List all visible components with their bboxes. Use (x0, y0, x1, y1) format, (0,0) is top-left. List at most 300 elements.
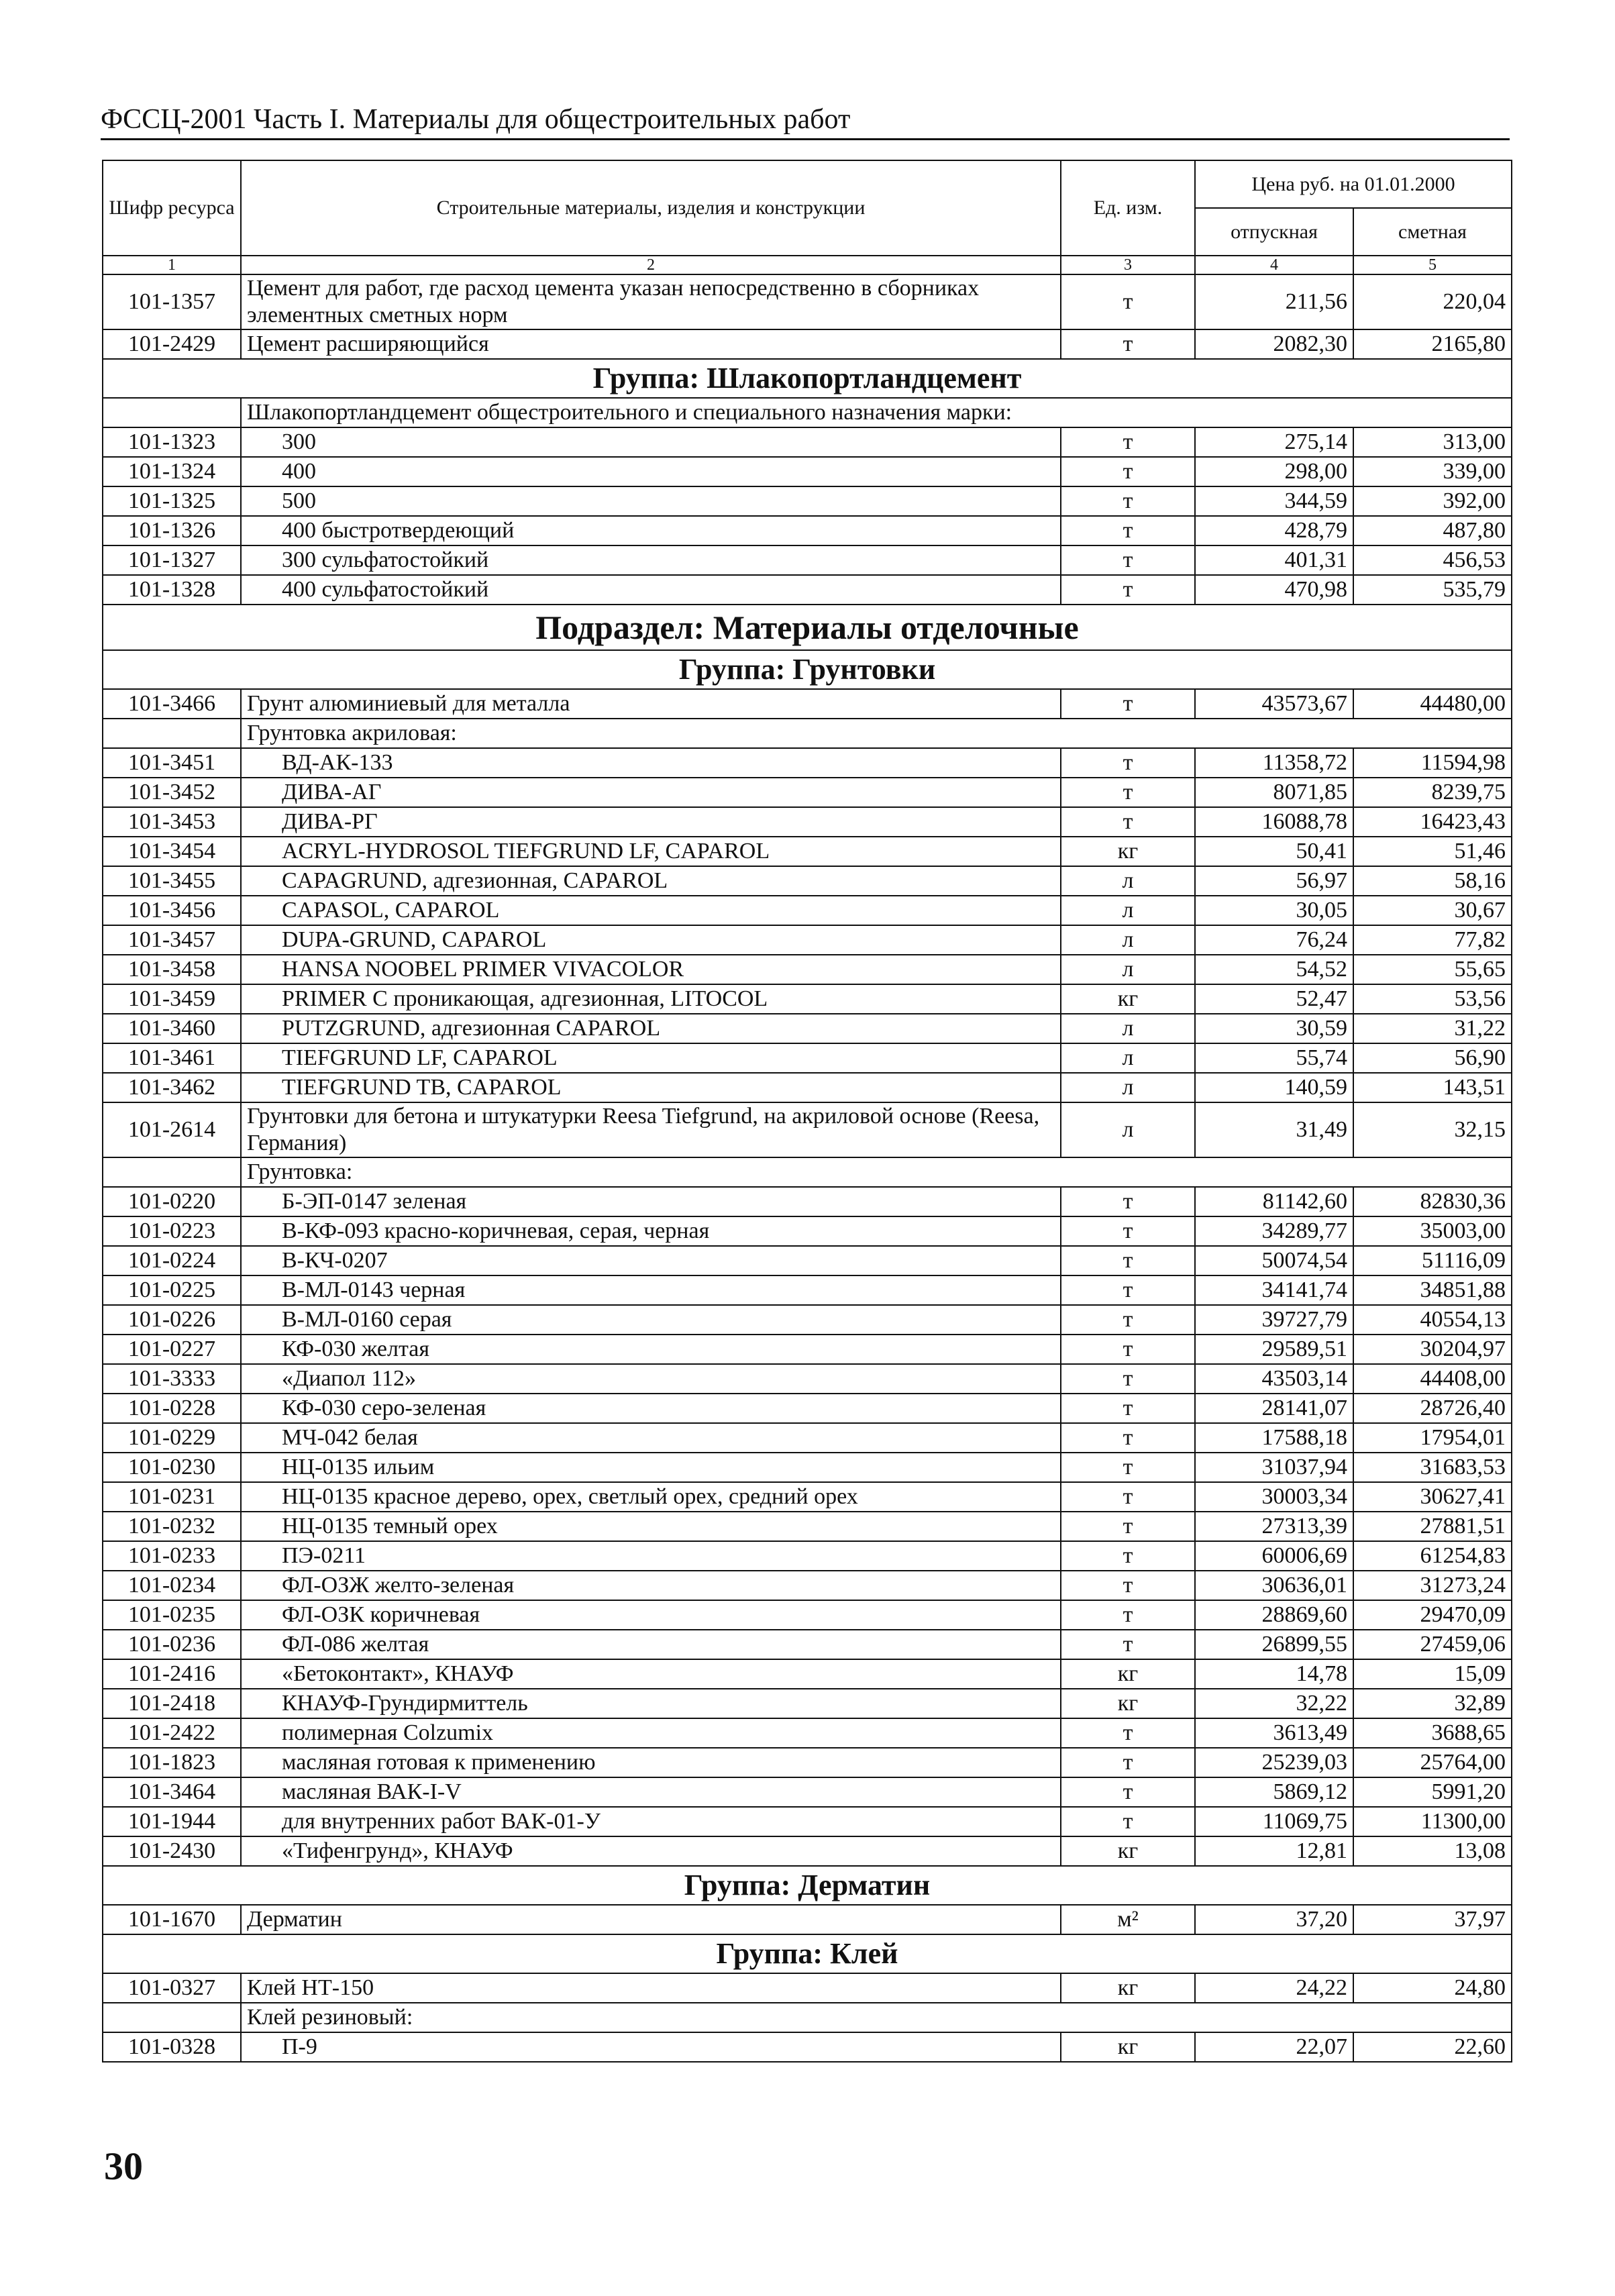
table-row (103, 1014, 1512, 1043)
estimate-price: 44408,00 (1353, 1364, 1512, 1394)
col-number: 3 (1061, 256, 1195, 274)
resource-code: 101-1328 (103, 575, 241, 605)
table-row (103, 329, 1512, 359)
table-row (103, 837, 1512, 866)
material-name: «Бетоконтакт», КНАУФ (241, 1659, 1061, 1689)
unit: т (1061, 486, 1195, 516)
group-title: Группа: Шлакопортландцемент (103, 359, 1512, 398)
resource-code: 101-3455 (103, 866, 241, 896)
col-number: 2 (241, 256, 1061, 274)
release-price: 16088,78 (1195, 807, 1353, 837)
material-name: «Диапол 112» (241, 1364, 1061, 1394)
resource-code: 101-3459 (103, 984, 241, 1014)
resource-code: 101-0235 (103, 1600, 241, 1630)
table-row (103, 1905, 1512, 1934)
material-name: В-МЛ-0143 черная (241, 1275, 1061, 1305)
table-row (103, 1187, 1512, 1216)
unit: т (1061, 1541, 1195, 1571)
release-price: 30003,34 (1195, 1482, 1353, 1512)
table-row (103, 984, 1512, 1014)
unit: т (1061, 1394, 1195, 1423)
release-price: 2082,30 (1195, 329, 1353, 359)
unit: т (1061, 1453, 1195, 1482)
release-price: 24,22 (1195, 1973, 1353, 2003)
unit: т (1061, 807, 1195, 837)
unit: кг (1061, 2032, 1195, 2062)
resource-code: 101-0220 (103, 1187, 241, 1216)
estimate-price: 32,89 (1353, 1689, 1512, 1718)
unit: т (1061, 1600, 1195, 1630)
unit: т (1061, 1305, 1195, 1335)
resource-code: 101-0223 (103, 1216, 241, 1246)
col-header-unit: Ед. изм. (1061, 160, 1195, 256)
estimate-price: 44480,00 (1353, 689, 1512, 719)
release-price: 12,81 (1195, 1836, 1353, 1866)
estimate-price: 31683,53 (1353, 1453, 1512, 1482)
resource-code: 101-3452 (103, 778, 241, 807)
estimate-price: 35003,00 (1353, 1216, 1512, 1246)
estimate-price: 77,82 (1353, 925, 1512, 955)
release-price: 401,31 (1195, 545, 1353, 575)
subheading-text: Грунтовка акриловая: (241, 719, 1512, 748)
release-price: 28869,60 (1195, 1600, 1353, 1630)
group-heading (103, 1866, 1512, 1905)
release-price: 28141,07 (1195, 1394, 1353, 1423)
material-name: В-МЛ-0160 серая (241, 1305, 1061, 1335)
estimate-price: 29470,09 (1353, 1600, 1512, 1630)
unit: л (1061, 955, 1195, 984)
resource-code: 101-2614 (103, 1102, 241, 1157)
unit: кг (1061, 1836, 1195, 1866)
material-name: Цемент для работ, где расход цемента указан непосредственно в сборниках элементных сметных норм (241, 274, 1061, 329)
release-price: 50,41 (1195, 837, 1353, 866)
estimate-price: 82830,36 (1353, 1187, 1512, 1216)
unit: м² (1061, 1905, 1195, 1934)
subheading-row (103, 1157, 1512, 1187)
estimate-price: 456,53 (1353, 545, 1512, 575)
unit: т (1061, 1512, 1195, 1541)
release-price: 55,74 (1195, 1043, 1353, 1073)
resource-code: 101-0230 (103, 1453, 241, 1482)
unit: т (1061, 1335, 1195, 1364)
unit: т (1061, 1216, 1195, 1246)
material-name: МЧ-042 белая (241, 1423, 1061, 1453)
resource-code: 101-2416 (103, 1659, 241, 1689)
resource-code: 101-3464 (103, 1777, 241, 1807)
unit: т (1061, 1275, 1195, 1305)
estimate-price: 17954,01 (1353, 1423, 1512, 1453)
release-price: 428,79 (1195, 516, 1353, 545)
material-name: ФЛ-ОЗЖ желто-зеленая (241, 1571, 1061, 1600)
table-row (103, 1423, 1512, 1453)
resource-code: 101-3456 (103, 896, 241, 925)
estimate-price: 15,09 (1353, 1659, 1512, 1689)
resource-code: 101-1327 (103, 545, 241, 575)
release-price: 17588,18 (1195, 1423, 1353, 1453)
section-title: Подраздел: Материалы отделочные (103, 605, 1512, 650)
release-price: 3613,49 (1195, 1718, 1353, 1748)
material-name: масляная ВАК-I-V (241, 1777, 1061, 1807)
unit: т (1061, 575, 1195, 605)
table-row (103, 1836, 1512, 1866)
estimate-price: 30204,97 (1353, 1335, 1512, 1364)
material-name: полимерная Colzumix (241, 1718, 1061, 1748)
material-name: PRIMER C проникающая, адгезионная, LITOCOL (241, 984, 1061, 1014)
table-row (103, 689, 1512, 719)
table-row (103, 274, 1512, 329)
estimate-price: 3688,65 (1353, 1718, 1512, 1748)
release-price: 34289,77 (1195, 1216, 1353, 1246)
unit: т (1061, 457, 1195, 486)
material-name: В-КФ-093 красно-коричневая, серая, черная (241, 1216, 1061, 1246)
table-row (103, 427, 1512, 457)
group-title: Группа: Грунтовки (103, 650, 1512, 689)
subheading-text: Грунтовка: (241, 1157, 1512, 1187)
release-price: 56,97 (1195, 866, 1353, 896)
material-name: НЦ-0135 темный орех (241, 1512, 1061, 1541)
estimate-price: 2165,80 (1353, 329, 1512, 359)
release-price: 470,98 (1195, 575, 1353, 605)
release-price: 5869,12 (1195, 1777, 1353, 1807)
resource-code: 101-0328 (103, 2032, 241, 2062)
material-name: PUTZGRUND, адгезионная CAPAROL (241, 1014, 1061, 1043)
estimate-price: 11594,98 (1353, 748, 1512, 778)
release-price: 30636,01 (1195, 1571, 1353, 1600)
release-price: 344,59 (1195, 486, 1353, 516)
material-name: 400 быстротвердеющий (241, 516, 1061, 545)
group-heading (103, 650, 1512, 689)
empty-code-cell (103, 2003, 241, 2032)
table-row (103, 575, 1512, 605)
unit: кг (1061, 837, 1195, 866)
material-name: «Тифенгрунд», КНАУФ (241, 1836, 1061, 1866)
material-name: TIEFGRUND LF, CAPAROL (241, 1043, 1061, 1073)
release-price: 11069,75 (1195, 1807, 1353, 1836)
material-name: DUPA-GRUND, CAPAROL (241, 925, 1061, 955)
table-row (103, 1305, 1512, 1335)
resource-code: 101-0228 (103, 1394, 241, 1423)
estimate-price: 339,00 (1353, 457, 1512, 486)
resource-code: 101-0227 (103, 1335, 241, 1364)
table-row (103, 1364, 1512, 1394)
release-price: 76,24 (1195, 925, 1353, 955)
unit: т (1061, 1482, 1195, 1512)
group-title: Группа: Клей (103, 1934, 1512, 1973)
material-name: ДИВА-РГ (241, 807, 1061, 837)
table-row (103, 778, 1512, 807)
unit: кг (1061, 1689, 1195, 1718)
material-name: масляная готовая к применению (241, 1748, 1061, 1777)
unit: л (1061, 1102, 1195, 1157)
release-price: 52,47 (1195, 984, 1353, 1014)
estimate-price: 51,46 (1353, 837, 1512, 866)
resource-code: 101-1326 (103, 516, 241, 545)
material-name: КФ-030 желтая (241, 1335, 1061, 1364)
material-name: Цемент расширяющийся (241, 329, 1061, 359)
material-name: CAPASOL, CAPAROL (241, 896, 1061, 925)
column-numbers-row (103, 256, 1512, 274)
unit: т (1061, 1187, 1195, 1216)
release-price: 81142,60 (1195, 1187, 1353, 1216)
material-name: ФЛ-086 желтая (241, 1630, 1061, 1659)
table-row (103, 925, 1512, 955)
group-heading (103, 359, 1512, 398)
resource-code: 101-0229 (103, 1423, 241, 1453)
estimate-price: 143,51 (1353, 1073, 1512, 1102)
resource-code: 101-0233 (103, 1541, 241, 1571)
release-price: 26899,55 (1195, 1630, 1353, 1659)
subheading-row (103, 398, 1512, 427)
resource-code: 101-2418 (103, 1689, 241, 1718)
material-name: HANSA NOOBEL PRIMER VIVACOLOR (241, 955, 1061, 984)
release-price: 60006,69 (1195, 1541, 1353, 1571)
table-body (103, 274, 1512, 2062)
table-row (103, 1600, 1512, 1630)
empty-code-cell (103, 1157, 241, 1187)
release-price: 43503,14 (1195, 1364, 1353, 1394)
resource-code: 101-3453 (103, 807, 241, 837)
table-row (103, 1335, 1512, 1364)
release-price: 54,52 (1195, 955, 1353, 984)
resource-code: 101-1323 (103, 427, 241, 457)
estimate-price: 27459,06 (1353, 1630, 1512, 1659)
table-row (103, 457, 1512, 486)
estimate-price: 22,60 (1353, 2032, 1512, 2062)
release-price: 34141,74 (1195, 1275, 1353, 1305)
material-name: 500 (241, 486, 1061, 516)
unit: т (1061, 1246, 1195, 1275)
material-name: Б-ЭП-0147 зеленая (241, 1187, 1061, 1216)
release-price: 25239,03 (1195, 1748, 1353, 1777)
col-header-release: отпускная (1195, 208, 1353, 256)
col-number: 1 (103, 256, 241, 274)
section-heading (103, 605, 1512, 650)
estimate-price: 13,08 (1353, 1836, 1512, 1866)
material-name: Дерматин (241, 1905, 1061, 1934)
unit: т (1061, 427, 1195, 457)
resource-code: 101-3462 (103, 1073, 241, 1102)
resource-code: 101-0232 (103, 1512, 241, 1541)
release-price: 11358,72 (1195, 748, 1353, 778)
table-row (103, 516, 1512, 545)
estimate-price: 61254,83 (1353, 1541, 1512, 1571)
material-name: 400 сульфатостойкий (241, 575, 1061, 605)
col-header-code: Шифр ресурса (103, 160, 241, 256)
unit: л (1061, 896, 1195, 925)
material-name: НЦ-0135 красное дерево, орех, светлый орех, средний орех (241, 1482, 1061, 1512)
empty-code-cell (103, 398, 241, 427)
release-price: 211,56 (1195, 274, 1353, 329)
material-name: 300 (241, 427, 1061, 457)
table-row (103, 1102, 1512, 1157)
table-row (103, 1541, 1512, 1571)
material-name: Клей НТ-150 (241, 1973, 1061, 2003)
release-price: 31,49 (1195, 1102, 1353, 1157)
col-number: 5 (1353, 256, 1512, 274)
unit: кг (1061, 1659, 1195, 1689)
subheading-row (103, 2003, 1512, 2032)
table-row (103, 1512, 1512, 1541)
resource-code: 101-3466 (103, 689, 241, 719)
estimate-price: 27881,51 (1353, 1512, 1512, 1541)
estimate-price: 24,80 (1353, 1973, 1512, 2003)
release-price: 298,00 (1195, 457, 1353, 486)
table-row (103, 1275, 1512, 1305)
material-name: В-КЧ-0207 (241, 1246, 1061, 1275)
estimate-price: 535,79 (1353, 575, 1512, 605)
unit: т (1061, 1630, 1195, 1659)
estimate-price: 55,65 (1353, 955, 1512, 984)
material-name: КФ-030 серо-зеленая (241, 1394, 1061, 1423)
table-row (103, 1659, 1512, 1689)
unit: т (1061, 748, 1195, 778)
unit: т (1061, 1807, 1195, 1836)
material-name: 300 сульфатостойкий (241, 545, 1061, 575)
unit: кг (1061, 1973, 1195, 2003)
estimate-price: 313,00 (1353, 427, 1512, 457)
page-number: 30 (104, 2144, 143, 2188)
table-row (103, 1777, 1512, 1807)
table-row (103, 866, 1512, 896)
subheading-row (103, 719, 1512, 748)
resource-code: 101-1944 (103, 1807, 241, 1836)
resource-code: 101-1357 (103, 274, 241, 329)
estimate-price: 392,00 (1353, 486, 1512, 516)
table-row (103, 1394, 1512, 1423)
resource-code: 101-3461 (103, 1043, 241, 1073)
table-row (103, 896, 1512, 925)
table-row (103, 1718, 1512, 1748)
material-name: КНАУФ-Грундирмиттель (241, 1689, 1061, 1718)
table-row (103, 1453, 1512, 1482)
unit: л (1061, 1043, 1195, 1073)
resource-code: 101-3460 (103, 1014, 241, 1043)
unit: л (1061, 925, 1195, 955)
estimate-price: 31,22 (1353, 1014, 1512, 1043)
resource-code: 101-2430 (103, 1836, 241, 1866)
page-header: ФССЦ-2001 Часть I. Материалы для общестроительных работ (101, 101, 1510, 140)
release-price: 29589,51 (1195, 1335, 1353, 1364)
resource-code: 101-0231 (103, 1482, 241, 1512)
resource-code: 101-1324 (103, 457, 241, 486)
unit: т (1061, 1748, 1195, 1777)
estimate-price: 31273,24 (1353, 1571, 1512, 1600)
table-row (103, 748, 1512, 778)
unit: т (1061, 689, 1195, 719)
unit: т (1061, 274, 1195, 329)
resource-code: 101-0226 (103, 1305, 241, 1335)
unit: л (1061, 1073, 1195, 1102)
unit: л (1061, 1014, 1195, 1043)
release-price: 275,14 (1195, 427, 1353, 457)
table-row (103, 545, 1512, 575)
table-row (103, 1748, 1512, 1777)
release-price: 32,22 (1195, 1689, 1353, 1718)
resource-code: 101-1325 (103, 486, 241, 516)
resource-code: 101-3451 (103, 748, 241, 778)
table-row (103, 486, 1512, 516)
table-row (103, 1571, 1512, 1600)
material-name: Грунтовки для бетона и штукатурки Reesa Tiefgrund, на акриловой основе (Reesa, Германия) (241, 1102, 1061, 1157)
resource-code: 101-3333 (103, 1364, 241, 1394)
table-row (103, 2032, 1512, 2062)
material-name: ДИВА-АГ (241, 778, 1061, 807)
release-price: 37,20 (1195, 1905, 1353, 1934)
estimate-price: 220,04 (1353, 274, 1512, 329)
material-name: П-9 (241, 2032, 1061, 2062)
release-price: 39727,79 (1195, 1305, 1353, 1335)
group-heading (103, 1934, 1512, 1973)
unit: т (1061, 778, 1195, 807)
release-price: 14,78 (1195, 1659, 1353, 1689)
unit: т (1061, 516, 1195, 545)
table-row (103, 1043, 1512, 1073)
estimate-price: 30,67 (1353, 896, 1512, 925)
material-name: НЦ-0135 ильим (241, 1453, 1061, 1482)
col-number: 4 (1195, 256, 1353, 274)
material-name: CAPAGRUND, адгезионная, CAPAROL (241, 866, 1061, 896)
resource-code: 101-0327 (103, 1973, 241, 2003)
estimate-price: 32,15 (1353, 1102, 1512, 1157)
material-name: Грунт алюминиевый для металла (241, 689, 1061, 719)
estimate-price: 487,80 (1353, 516, 1512, 545)
estimate-price: 53,56 (1353, 984, 1512, 1014)
material-name: ACRYL-HYDROSOL TIEFGRUND LF, CAPAROL (241, 837, 1061, 866)
material-name: для внутренних работ ВАК-01-У (241, 1807, 1061, 1836)
unit: т (1061, 1718, 1195, 1748)
empty-code-cell (103, 719, 241, 748)
release-price: 43573,67 (1195, 689, 1353, 719)
table-row (103, 1246, 1512, 1275)
material-name: 400 (241, 457, 1061, 486)
table-row (103, 1630, 1512, 1659)
group-title: Группа: Дерматин (103, 1866, 1512, 1905)
price-table (102, 160, 1512, 2063)
resource-code: 101-3457 (103, 925, 241, 955)
resource-code: 101-0225 (103, 1275, 241, 1305)
unit: л (1061, 866, 1195, 896)
release-price: 27313,39 (1195, 1512, 1353, 1541)
table-row (103, 807, 1512, 837)
resource-code: 101-0234 (103, 1571, 241, 1600)
resource-code: 101-2429 (103, 329, 241, 359)
release-price: 30,59 (1195, 1014, 1353, 1043)
col-header-price: Цена руб. на 01.01.2000 (1195, 160, 1512, 208)
release-price: 30,05 (1195, 896, 1353, 925)
estimate-price: 16423,43 (1353, 807, 1512, 837)
unit: т (1061, 1777, 1195, 1807)
unit: т (1061, 545, 1195, 575)
resource-code: 101-1823 (103, 1748, 241, 1777)
resource-code: 101-3458 (103, 955, 241, 984)
table-row (103, 1689, 1512, 1718)
unit: т (1061, 1364, 1195, 1394)
table-row (103, 1807, 1512, 1836)
resource-code: 101-3454 (103, 837, 241, 866)
unit: т (1061, 329, 1195, 359)
unit: т (1061, 1423, 1195, 1453)
table-row (103, 1482, 1512, 1512)
subheading-text: Шлакопортландцемент общестроительного и специального назначения марки: (241, 398, 1512, 427)
estimate-price: 37,97 (1353, 1905, 1512, 1934)
estimate-price: 58,16 (1353, 866, 1512, 896)
col-header-estimate: сметная (1353, 208, 1512, 256)
release-price: 22,07 (1195, 2032, 1353, 2062)
estimate-price: 11300,00 (1353, 1807, 1512, 1836)
release-price: 50074,54 (1195, 1246, 1353, 1275)
estimate-price: 34851,88 (1353, 1275, 1512, 1305)
estimate-price: 25764,00 (1353, 1748, 1512, 1777)
